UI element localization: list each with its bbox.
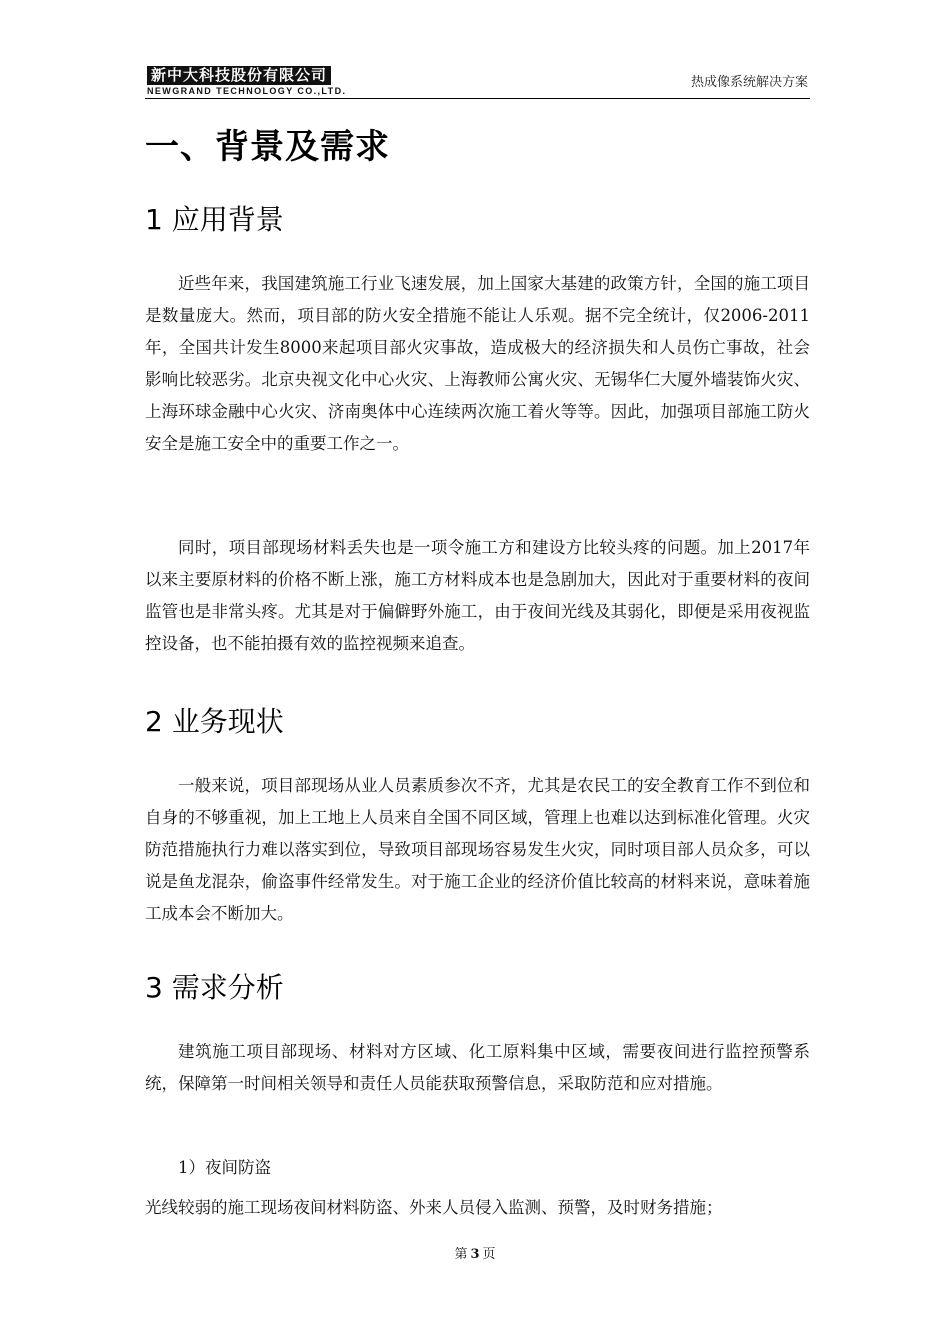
company-name-en: NEWGRAND TECHNOLOGY CO.,LTD. [147, 86, 347, 96]
company-name-cn: 新中大科技股份有限公司 [147, 66, 331, 85]
section-heading-requirements: 3 需求分析 [145, 971, 284, 1004]
paragraph-requirements: 建筑施工项目部现场、材料对方区域、化工原料集中区域，需要夜间进行监控预警系统，保障第一时间相关领导和责任人员能获取预警信息，采取防范和应对措施。 [145, 1042, 810, 1093]
company-logo [147, 66, 379, 97]
paragraph-background-2: 同时，项目部现场材料丢失也是一项令施工方和建设方比较头疼的问题。加上2017年以来主要原材料的价格不断上涨，施工方材料成本也是急剧加大，因此对于重要材料的夜间监管也是非常头疼。尤其是对于偏僻野外施工，由于夜间光线及其弱化，即便是采用夜视监控设备，也不能拍摄有效的监控视频来追查。 [145, 538, 810, 653]
chapter-title: 一、背景及需求 [145, 127, 390, 167]
page-suffix: 页 [482, 1247, 496, 1262]
page-footer [0, 1243, 950, 1262]
paragraph-background-1: 近些年来，我国建筑施工行业飞速发展，加上国家大基建的政策方针，全国的施工项目是数量庞大。然而，项目部的防火安全措施不能让人乐观。据不完全统计，仅2006-2011年，全国共计发生8000来起项目部火灾事故，造成极大的经济损失和人员伤亡事故，社会影响比较恶劣。北京央视文化中心火灾、上海教师公寓火灾、无锡华仁大厦外墙装饰火灾、上海环球金融中心火灾、济南奥体中心连续两次施工着火等等。因此，加强项目部施工防火安全是施工安全中的重要工作之一。 [145, 274, 810, 453]
document-title: 热成像系统解决方案 [690, 75, 808, 90]
paragraph-night-theft: 光线较弱的施工现场夜间材料防盗、外来人员侵入监测、预警，及时财务措施； [145, 1198, 723, 1217]
section-heading-status: 2 业务现状 [145, 705, 284, 738]
section-heading-background: 1 应用背景 [145, 203, 284, 236]
paragraph-status: 一般来说，项目部现场从业人员素质参次不齐，尤其是农民工的安全教育工作不到位和自身的不够重视，加上工地上人员来自全国不同区域，管理上也难以达到标准化管理。火灾防范措施执行力难以落实到位，导致项目部现场容易发生火灾，同时项目部人员众多，可以说是鱼龙混杂，偷盗事件经常发生。对于施工企业的经济价值比较高的材料来说，意味着施工成本会不断加大。 [145, 776, 810, 923]
page-header [145, 64, 810, 99]
list-item-night-theft: 1）夜间防盗 [178, 1158, 271, 1177]
page-prefix: 第 [454, 1247, 468, 1262]
page-number: 3 [470, 1247, 480, 1262]
